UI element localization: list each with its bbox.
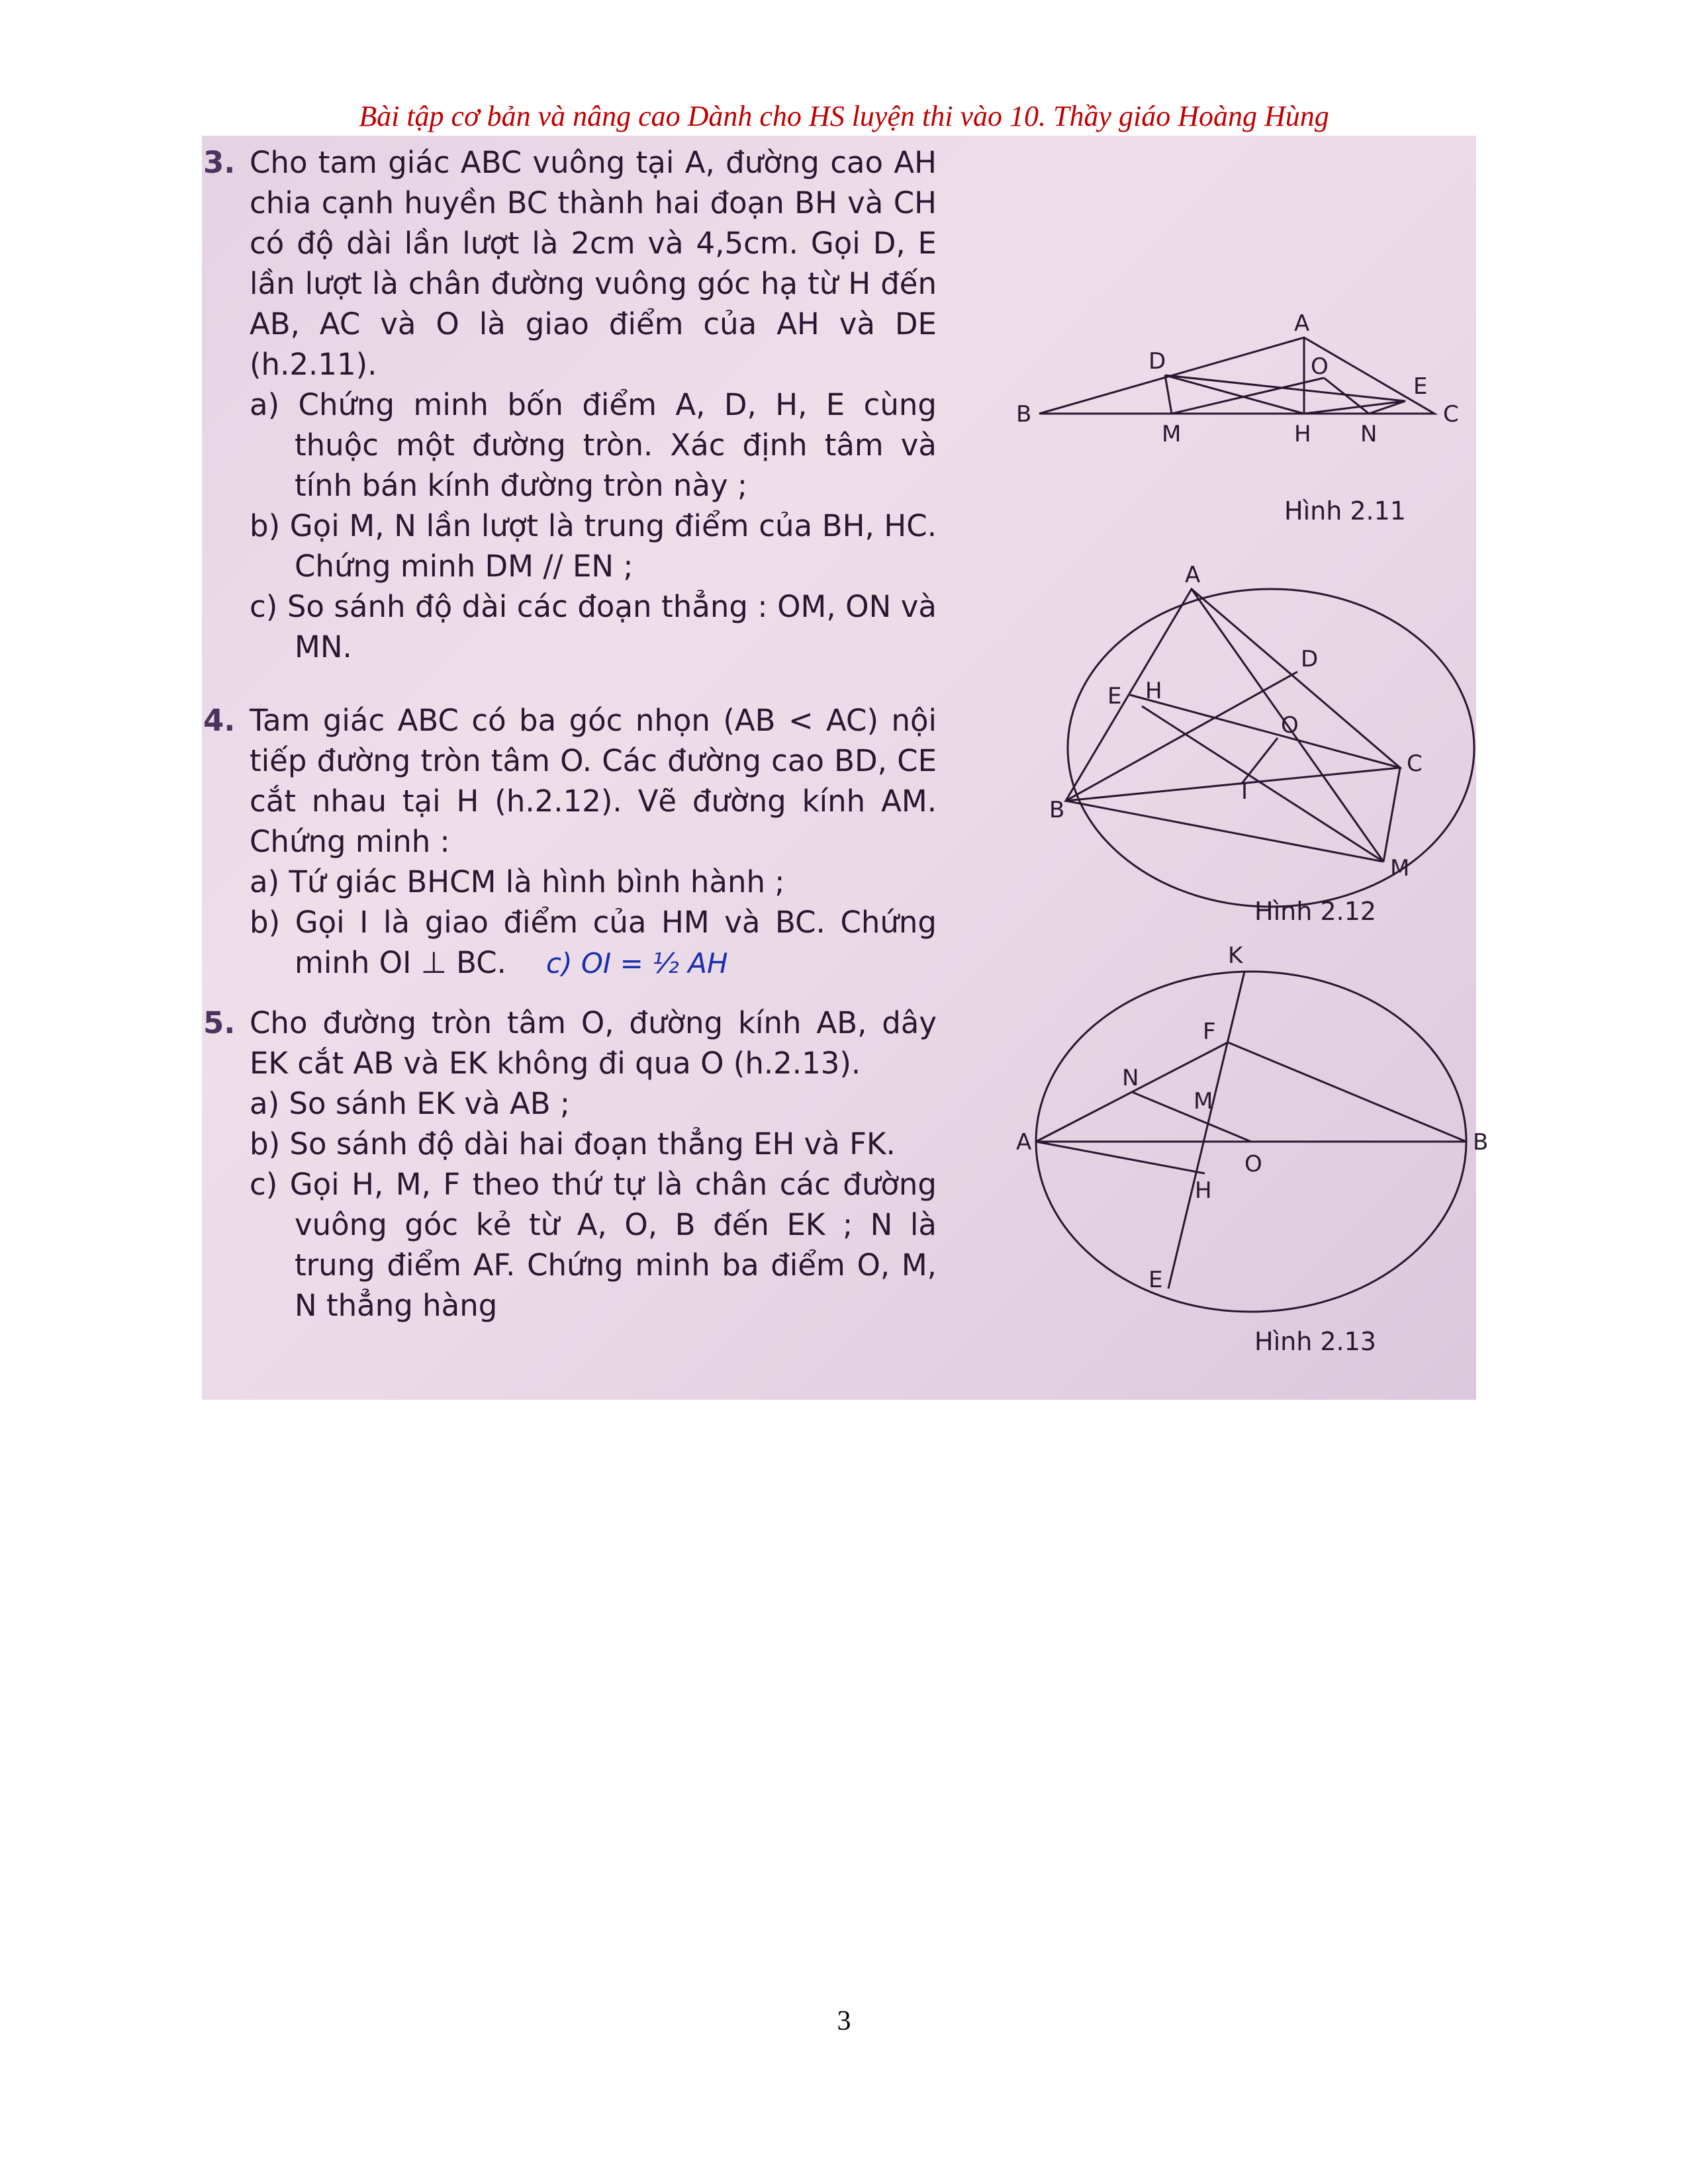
- label-h: H: [1195, 1177, 1212, 1204]
- caption-2-13: Hình 2.13: [1254, 1327, 1376, 1356]
- page-number: 3: [837, 2006, 851, 2036]
- problem-part-b: [250, 902, 937, 983]
- label-a: A: [1185, 562, 1201, 588]
- label-f: F: [1203, 1019, 1216, 1045]
- problem-part-c: c) Gọi H, M, F theo thứ tự là chân các đường vuông góc kẻ từ A, O, B đến EK ; N là trung điểm AF. Chứng minh ba điểm O, M, N thẳng hàng: [250, 1167, 937, 1323]
- segment-oi: [1241, 738, 1278, 784]
- label-e: E: [1149, 1267, 1163, 1293]
- problem-3: [202, 142, 937, 667]
- problem-part-b: b) Gọi M, N lần lượt là trung điểm của BH, HC. Chứng minh DM // EN ;: [250, 508, 937, 584]
- label-b: B: [1473, 1129, 1489, 1156]
- problem-number: 4.: [203, 703, 236, 738]
- label-b: B: [1049, 797, 1065, 823]
- problem-stem: Tam giác ABC có ba góc nhọn (AB < AC) nội tiếp đường tròn tâm O. Các đường cao BD, CE cắt nhau tại H (h.2.12). Vẽ đường kính AM. Chứng minh :: [250, 703, 937, 859]
- problem-5: [202, 1003, 937, 1326]
- label-d: D: [1301, 646, 1319, 672]
- problem-number: 3.: [203, 145, 236, 180]
- figure-2-13-diagram: [1016, 942, 1489, 1314]
- triangle-abc: [1039, 338, 1434, 414]
- problem-part-c: c) So sánh độ dài các đoạn thẳng : OM, ON và MN.: [250, 589, 937, 664]
- figure-2-13: [1016, 942, 1489, 1356]
- handwritten-note: c) OI = ½ AH: [546, 947, 728, 979]
- problem-part-b-text: b) Gọi I là giao điểm của HM và BC. Chứng minh OI ⊥ BC.: [250, 905, 937, 980]
- problem-stem: Cho tam giác ABC vuông tại A, đường cao AH chia cạnh huyền BC thành hai đoạn BH và CH có độ dài lần lượt là 2cm và 4,5cm. Gọi D, E lần lượt là chân đường vuông góc hạ từ H đến AB, AC và O là giao điểm của AH và DE (h.2.11).: [250, 145, 937, 382]
- problem-number: 5.: [203, 1005, 236, 1040]
- label-c: C: [1407, 751, 1423, 777]
- label-o: O: [1281, 712, 1299, 739]
- problem-part-a: a) Tứ giác BHCM là hình bình hành ;: [250, 864, 785, 899]
- label-a: A: [1016, 1129, 1032, 1156]
- label-h: H: [1294, 421, 1311, 447]
- figure-2-11: [950, 195, 1473, 566]
- caption-2-12: Hình 2.12: [1254, 897, 1376, 926]
- segment-dm: [1165, 375, 1172, 414]
- segment-ah: [1036, 1142, 1205, 1173]
- label-n: N: [1360, 421, 1378, 447]
- segment-de: [1165, 375, 1405, 401]
- problem-4: [202, 700, 937, 983]
- scanned-textbook-page: [202, 136, 1489, 1400]
- label-o: O: [1311, 353, 1329, 380]
- caption-2-11: Hình 2.11: [1284, 496, 1406, 525]
- label-o: O: [1244, 1151, 1262, 1177]
- altitude-ce: [1130, 695, 1400, 768]
- problem-part-b: b) So sánh độ dài hai đoạn thẳng EH và FK.: [250, 1126, 896, 1161]
- label-b: B: [1016, 401, 1032, 428]
- label-h: H: [1145, 678, 1162, 704]
- problem-stem: Cho đường tròn tâm O, đường kính AB, dây EK cắt AB và EK không đi qua O (h.2.13).: [250, 1005, 937, 1081]
- label-e: E: [1413, 373, 1428, 400]
- label-e: E: [1107, 683, 1122, 709]
- segment-dh: [1165, 375, 1304, 414]
- label-d: D: [1149, 348, 1166, 375]
- line-omn: [1132, 1092, 1251, 1142]
- problem-part-a: a) Chứng minh bốn điểm A, D, H, E cùng thuộc một đường tròn. Xác định tâm và tính bán kính đường tròn này ;: [250, 387, 937, 503]
- label-m: M: [1194, 1088, 1213, 1115]
- page-header: Bài tập cơ bản và nâng cao Dành cho HS luyện thi vào 10. Thầy giáo Hoàng Hùng: [359, 100, 1329, 132]
- figure-2-12: [950, 559, 1473, 930]
- segment-cm: [1383, 768, 1400, 862]
- label-i: I: [1241, 778, 1248, 805]
- label-c: C: [1443, 401, 1459, 428]
- label-k: K: [1228, 942, 1243, 969]
- problem-part-a: a) So sánh EK và AB ;: [250, 1086, 571, 1121]
- label-m: M: [1162, 421, 1182, 447]
- label-n: N: [1122, 1065, 1139, 1091]
- segment-bf: [1228, 1042, 1466, 1142]
- label-m: M: [1390, 855, 1410, 882]
- label-a: A: [1294, 310, 1310, 337]
- figure-2-12-diagram: [950, 559, 1473, 930]
